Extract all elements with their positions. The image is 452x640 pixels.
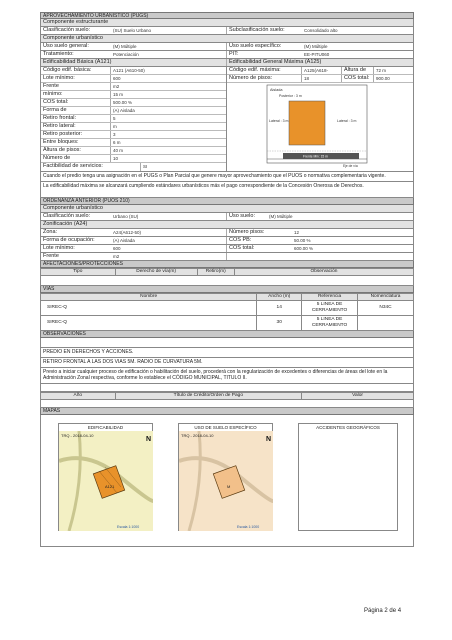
value-uso-general: (M) Múltiple (113, 44, 137, 49)
value-puos-frente: m2 (113, 254, 120, 259)
afectaciones-table (40, 268, 414, 276)
north-arrow-icon: N (146, 436, 152, 443)
label-puos-lote: Lote mínimo: (43, 245, 75, 251)
label-retiro-lateral: Retiro lateral: (41, 123, 111, 130)
value-puos-uso: (M) Múltiple (269, 214, 293, 219)
observaciones-gap (40, 384, 414, 392)
value-lote-minimo: 600 (113, 76, 121, 81)
observacion-line-3: Previo a iniciar cualquier proceso de edificación o habilitación del suelo, procederá con la regularización de excedentes o diferencias de áreas del lote en la Administración Zonal respectiva, conforme lo establece el CÓDIGO MUNICIPAL, TITULO II. (40, 368, 414, 384)
value-cos-total: 900.00 (376, 76, 390, 81)
label-retiro-posterior: Retiro posterior: (41, 131, 111, 138)
label-cos-total-basica: COS total: (41, 99, 111, 106)
label-puos-frente: Frente (43, 253, 59, 259)
vias-row-1-ancho: 14 (257, 301, 302, 316)
titulo-header-anio: Año (41, 393, 116, 400)
label-altura: Altura de (342, 67, 374, 74)
titulo-credito-table (40, 392, 414, 400)
label-forma: Forma de (41, 107, 111, 114)
value-retiro-posterior: 3 (113, 132, 116, 137)
value-retiro-frontal: 5 (113, 116, 116, 121)
label-cos-pb: COS PB: (229, 237, 252, 243)
diagram-label-frente-min: Frente Min: 15 m (303, 154, 328, 159)
value-puos-clasificacion: Urbano (SU) (113, 214, 139, 219)
value-factibilidad: SI (143, 164, 148, 169)
value-cos-total-basica: 500.00 % (113, 100, 133, 105)
diagram-label-lateral-left: Lateral : 3 m (269, 119, 289, 123)
map-header-uso-suelo: TRQ - 2018-04-10 (181, 433, 214, 438)
observacion-line-1: PREDIO EN DERECHOS Y ACCIONES. (40, 348, 414, 358)
value-puos-forma: (A) Aislada (113, 238, 135, 243)
map-caption-edificabilidad: EDIFICABILIDAD (87, 425, 124, 430)
label-puos-uso: Uso suelo: (229, 213, 255, 219)
vias-table (40, 293, 414, 331)
diagram-label-eje-via: Eje de vía (343, 164, 358, 168)
pugs-note-1: Cuando el predio tenga una asignación en el PUGS o Plan Parcial que genere mayor aprovechamiento que el PUOS o normativa complementaria vigente. (40, 172, 414, 182)
titulo-empty (40, 400, 414, 408)
vias-row-1-nombre: SIREC-Q (41, 301, 257, 316)
value-altura: 72 m (376, 68, 387, 73)
subheader-edif-maxima: Edificabilidad General Máxima (A125) (229, 59, 322, 65)
vias-row-1-nomenclatura: N34C (358, 301, 414, 316)
setback-diagram (227, 83, 413, 170)
table-row (41, 301, 414, 316)
observaciones-spacer (40, 338, 414, 348)
label-puos-cos-total: COS total: (229, 245, 255, 251)
setback-diagram-svg (227, 83, 414, 170)
label-puos-forma: Forma de ocupación: (43, 237, 95, 243)
label-zona: Zona: (43, 229, 58, 235)
section-vias-title: VÍAS (40, 286, 414, 293)
map-edificabilidad-svg (59, 431, 153, 531)
vias-header-nomenclatura: Nomenclatura (358, 294, 414, 301)
label-puos-num-pisos: Número pisos: (229, 229, 265, 235)
vias-row-1-referencia: 5 LINEA DE CERRAMIENTO (302, 301, 358, 316)
afectaciones-header-tipo: Tipo (41, 269, 116, 276)
vias-row-2-nombre: SIREC-Q (41, 316, 257, 331)
value-codigo-maxima: A125(A618- (302, 67, 342, 74)
value-minimo: 15 m (113, 92, 124, 97)
afectaciones-empty (40, 276, 414, 286)
label-cos-total: COS total: (342, 75, 374, 82)
vias-header-ancho: Ancho (m) (257, 294, 302, 301)
value-forma: (A) Aislada (113, 108, 135, 113)
label-subclasificacion: Subclasificación suelo: (229, 27, 285, 33)
titulo-header-titulo: Título de Crédito/Orden de Pago (115, 393, 302, 400)
value-retiro-lateral: m (113, 124, 117, 129)
map-escala-2: Escala 1:1000 (237, 525, 260, 529)
label-pit: PIT: (229, 51, 239, 57)
value-zona: A24(A612-50) (113, 230, 142, 235)
map-caption-accidentes: ACCIDENTES GEOGRÁFICOS (316, 425, 380, 430)
map-caption-uso-suelo: USO DE SUELO ESPECÍFICO (194, 425, 257, 430)
titulo-header-valor: Valor (302, 393, 414, 400)
vias-row-2-nomenclatura (358, 316, 414, 331)
value-numero: 10 (113, 156, 119, 161)
subheader-zonificacion: Zonificación (A24) (40, 221, 414, 229)
value-puos-lote: 600 (113, 246, 121, 251)
value-codigo-basica: A121 (A610-50) (113, 68, 145, 73)
label-lote-minimo: Lote mínimo: (41, 75, 111, 82)
label-frente: Frente (41, 83, 111, 90)
map-label-a121: A121 (105, 484, 115, 489)
value-puos-num-pisos: 12 (294, 230, 300, 235)
label-entre-bloques: Entre bloques: (41, 139, 111, 146)
label-altura-pisos: Altura de pisos: (41, 147, 111, 154)
value-altura-pisos: 40 m (113, 148, 124, 153)
observacion-line-2: RETIRO FRONTAL A LAS DOS VIAS 5M. RADIO DE CURVATURA 5M. (40, 358, 414, 368)
label-codigo-basica: Código edif. básica: (41, 67, 111, 74)
map-header-edificabilidad: TRQ - 2018-04-10 (61, 433, 94, 438)
value-puos-cos-total: 600.00 % (294, 246, 314, 251)
vias-header-nombre: Nombre (41, 294, 257, 301)
table-row (41, 316, 414, 331)
value-tratamiento: Potenciación (113, 52, 139, 57)
value-pit: EE-PITU060 (304, 52, 330, 57)
value-frente: m2 (113, 84, 120, 89)
diagram-label-aislada: Aislada (270, 88, 283, 92)
section-puos-title: ORDENANZA ANTERIOR (PUOS 210) (40, 198, 414, 205)
afectaciones-header-retiro: Retiro(m) (197, 269, 234, 276)
label-minimo: mínimo: (41, 91, 111, 98)
subheader-puos-componente: Componente urbanístico (40, 205, 414, 213)
section-pugs-title: APROVECHAMIENTO URBANÍSTICO (PUGS) (40, 12, 414, 19)
value-clasificacion: (SU) Suelo Urbano (113, 28, 152, 33)
vias-row-2-referencia: 5 LINEA DE CERRAMIENTO (302, 316, 358, 331)
value-uso-especifico: (M) Múltiple (304, 44, 328, 49)
map-uso-suelo-svg (179, 431, 273, 531)
label-codigo-maxima: Código edif. máxima: (227, 67, 302, 74)
document-page (40, 12, 414, 547)
mapas-area (40, 415, 414, 547)
section-mapas-title: MAPAS (40, 408, 414, 415)
value-subclasificacion: Consolidado alto (304, 28, 338, 33)
label-factibilidad: Factibilidad de servicios: (41, 163, 141, 171)
label-uso-general: Uso suelo general: (43, 43, 89, 49)
vias-header-referencia: Referencia (302, 294, 358, 301)
section-afectaciones-title: AFECTACIONES/PROTECCIONES (40, 261, 414, 268)
value-num-pisos: 18 (302, 75, 342, 82)
vias-row-2-ancho: 30 (257, 316, 302, 331)
section-observaciones-title: OBSERVACIONES (40, 331, 414, 338)
page-number: Página 2 de 4 (364, 608, 402, 614)
building-footprint (289, 101, 325, 145)
value-entre-bloques: 6 m (113, 140, 121, 145)
map-escala-1: Escala 1:1000 (117, 525, 140, 529)
subheader-edif-basica: Edificabilidad Básica (A121) (41, 59, 227, 66)
map-label-m: M (227, 484, 231, 489)
map-uso-suelo (178, 423, 273, 531)
map-edificabilidad (58, 423, 153, 531)
afectaciones-header-derecho: Derecho de vía(m) (115, 269, 197, 276)
map-accidentes (298, 423, 398, 531)
label-num-pisos: Número de pisos: (227, 75, 302, 82)
diagram-label-lateral-right: Lateral : 3 m (337, 119, 357, 123)
diagram-label-posterior: Posterior : 3 m (279, 94, 302, 98)
label-tratamiento: Tratamiento: (43, 51, 74, 57)
pugs-note-2: La edificabilidad máxima se alcanzará cumpliendo estándares urbanísticos más el pago correspondiente de la Concesión Onerosa de Derechos. (40, 182, 414, 198)
value-cos-pb: 50.00 % (294, 238, 311, 243)
subheader-componente-urbanistico: Componente urbanístico (40, 35, 414, 43)
afectaciones-header-observacion: Observación (234, 269, 413, 276)
subheader-componente-estructurante: Componente estructurante (40, 19, 414, 27)
label-uso-especifico: Uso suelo específico: (229, 43, 282, 49)
label-numero: Número de (41, 155, 111, 162)
label-clasificacion: Clasificación suelo: (43, 27, 91, 33)
label-puos-clasificacion: Clasificación suelo: (43, 213, 91, 219)
label-retiro-frontal: Retiro frontal: (41, 115, 111, 122)
north-arrow-icon: N (266, 436, 272, 443)
